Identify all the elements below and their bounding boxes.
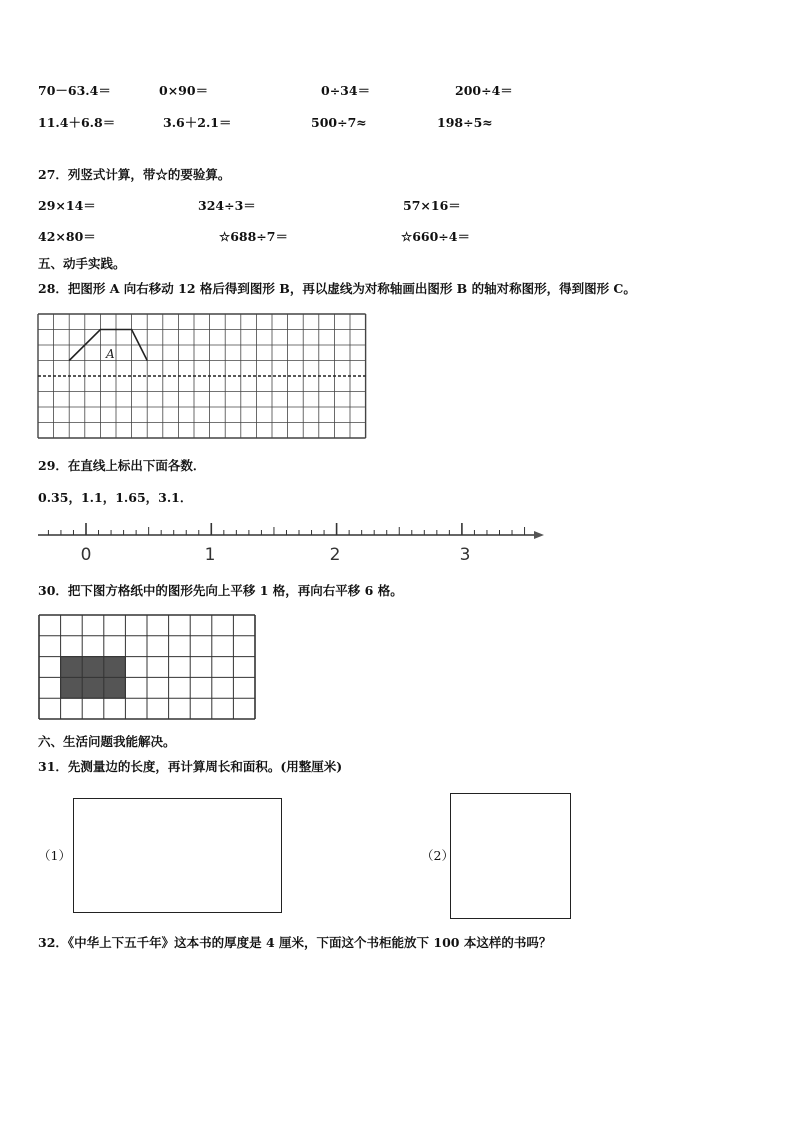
q26-item-6: 3.6＋2.1＝ (163, 115, 232, 130)
q26-item-5: 11.4＋6.8＝ (38, 115, 116, 130)
q27-item-2: 324÷3＝ (198, 198, 256, 213)
q27-item-3: 57×16＝ (403, 198, 461, 213)
q27-title: 27．列竖式计算，带☆的要验算。 (38, 167, 231, 182)
q26-item-1: 70－63.4＝ (38, 83, 111, 98)
section-5-heading: 五、动手实践。 (38, 256, 126, 271)
q32-text: 32．《中华上下五千年》这本书的厚度是 4 厘米，下面这个书柜能放下 100 本这样的书吗？ (38, 935, 552, 950)
q31-text: 31．先测量边的长度，再计算周长和面积。(用整厘米) (38, 759, 343, 774)
shape-a-label: A (106, 347, 115, 361)
rectangle-2 (450, 793, 571, 919)
q27-item-6: ☆660÷4＝ (401, 229, 470, 244)
q30-text: 30．把下图方格纸中的图形先向上平移 1 格，再向右平移 6 格。 (38, 583, 403, 598)
q31-label-1: （1） (38, 848, 71, 863)
q29-text: 29．在直线上标出下面各数． (38, 458, 206, 473)
q26-item-4: 200÷4＝ (455, 83, 513, 98)
tick-label-0: 0 (80, 545, 92, 565)
q30-grid (39, 615, 257, 720)
tick-label-1: 1 (204, 545, 216, 565)
q26-item-7: 500÷7≈ (311, 115, 367, 130)
number-line-arrow (534, 531, 544, 539)
rectangle-1 (73, 798, 282, 913)
q28-text: 28．把图形 A 向右移动 12 格后得到图形 B，再以虚线为对称轴画出图形 B 的轴对称图形，得到图形 C。 (38, 281, 636, 296)
tick-label-3: 3 (459, 545, 471, 565)
q26-item-2: 0×90＝ (159, 83, 209, 98)
q31-label-2: （2） (421, 848, 454, 863)
q29-numbers: 0.35，1.1，1.65，3.1． (38, 490, 193, 505)
q26-item-3: 0÷34＝ (321, 83, 371, 98)
section-6-heading: 六、生活问题我能解决。 (38, 734, 176, 749)
q27-item-1: 29×14＝ (38, 198, 96, 213)
q27-item-4: 42×80＝ (38, 229, 96, 244)
tick-label-2: 2 (329, 545, 341, 565)
q28-grid (38, 314, 368, 440)
q27-item-5: ☆688÷7＝ (219, 229, 288, 244)
number-line (36, 518, 546, 568)
q26-item-8: 198÷5≈ (437, 115, 493, 130)
